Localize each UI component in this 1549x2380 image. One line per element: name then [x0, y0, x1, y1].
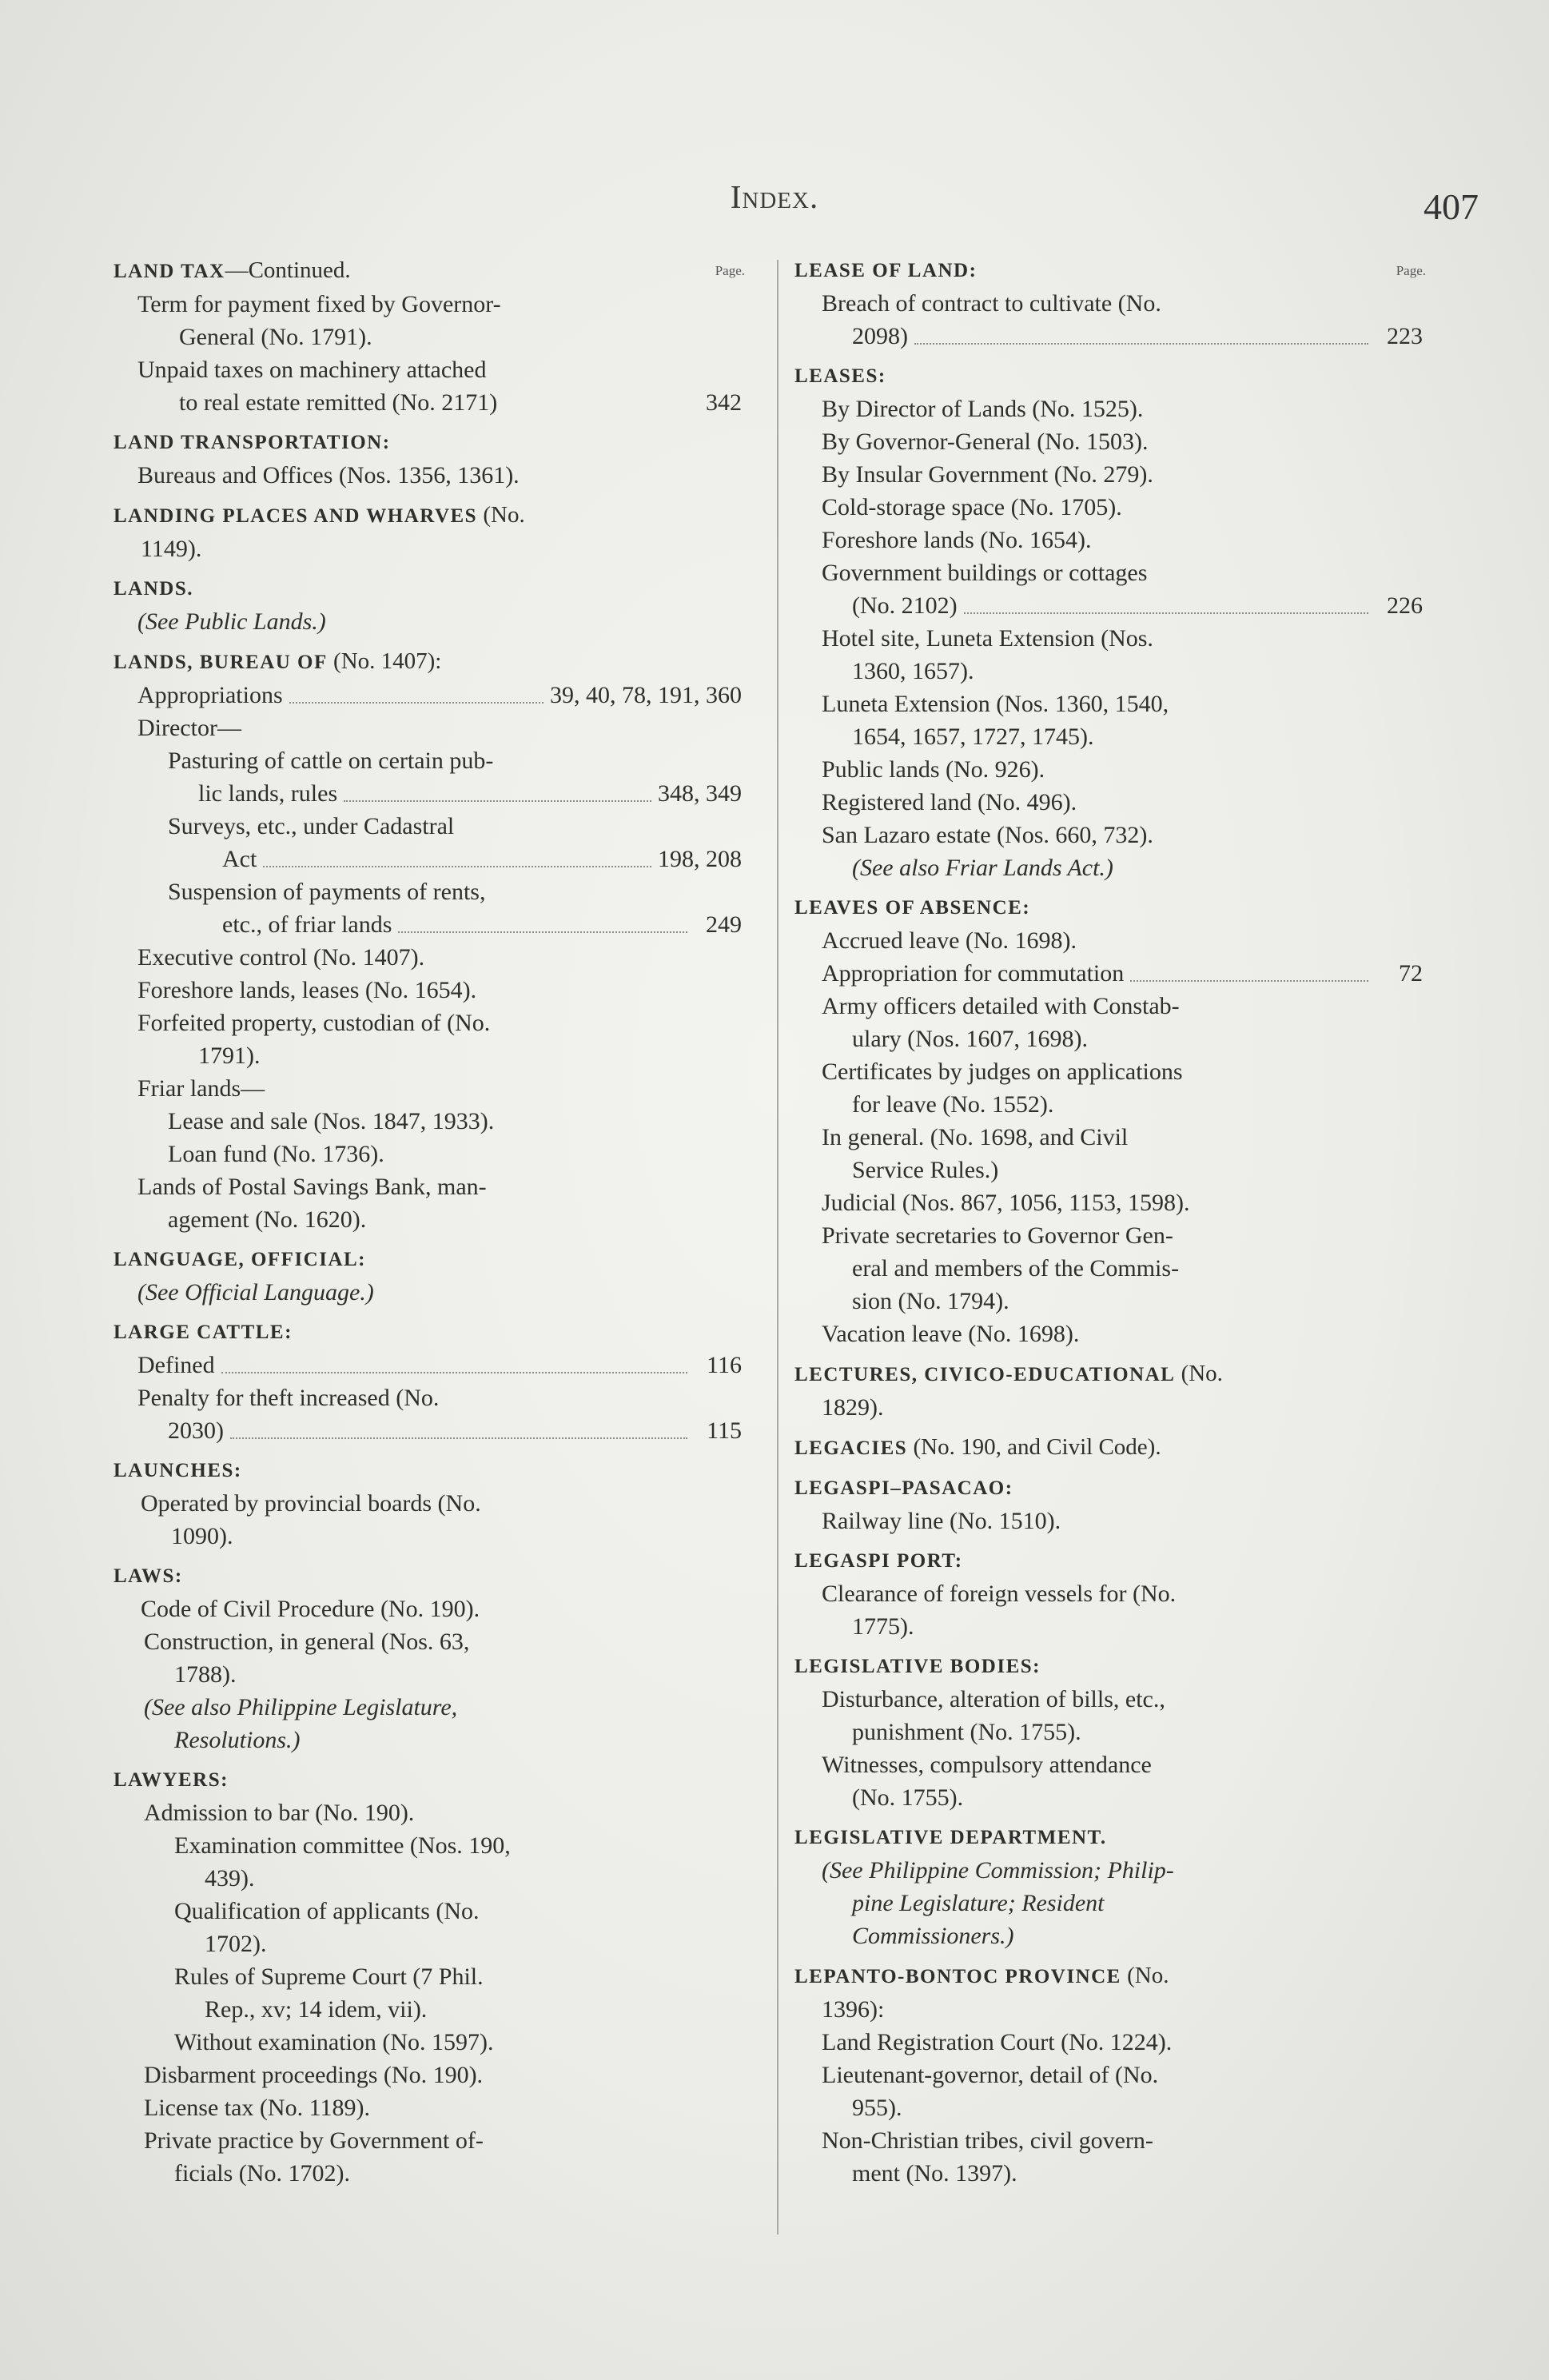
entry-heading: LEGASPI PORT: [794, 1550, 963, 1572]
entry-heading: LAND TAX [113, 261, 225, 282]
entry-legaspi-port [791, 1545, 1423, 1643]
subentry: Registered land (No. 496). [822, 789, 1077, 815]
subsubentry-continuation: Act 198, 208 [110, 843, 742, 875]
entry-heading: LEGACIES [794, 1437, 908, 1459]
subentry-continuation: agement (No. 1620). [168, 1206, 367, 1233]
entry-landing-places: LANDING PLACES AND WHARVES (No. 1149). [110, 499, 742, 565]
page-column-caption: Page. [1396, 263, 1426, 278]
right-column [791, 254, 1426, 2197]
subsubentry: Loan fund (No. 1736). [168, 1141, 384, 1167]
subentry-continuation: ulary (Nos. 1607, 1698). [852, 1026, 1088, 1052]
entry-leases [791, 360, 1423, 884]
subentry: By Insular Government (No. 279). [822, 461, 1153, 488]
entry-heading: LEGISLATIVE DEPARTMENT. [794, 1827, 1107, 1848]
entry-legislative-bodies [791, 1650, 1423, 1814]
subentry: Lands of Postal Savings Bank, man- [137, 1174, 487, 1200]
running-title: Index. [730, 178, 819, 215]
subentry: San Lazaro estate (Nos. 660, 732). [822, 822, 1153, 848]
subentry: Private secretaries to Governor Gen- [822, 1222, 1173, 1249]
page-reference: 342 [706, 389, 742, 416]
subsubentry: Suspension of payments of rents, [168, 879, 486, 905]
subentry: By Director of Lands (No. 1525). [822, 396, 1144, 422]
entry-launches [110, 1454, 742, 1553]
subentry-continuation: eral and members of the Commis- [852, 1255, 1180, 1282]
subentry-continuation: 1360, 1657). [852, 658, 974, 684]
subentry: Public lands (No. 926). [822, 756, 1045, 783]
entry-heading: LARGE CATTLE: [113, 1322, 293, 1343]
page-reference: 249 [706, 911, 742, 938]
left-column [110, 254, 745, 2197]
entry-heading: LAWS: [113, 1565, 183, 1587]
subentry: Unpaid taxes on machinery attached [137, 357, 487, 383]
cross-reference: (See also Philippine Legislature, [144, 1694, 458, 1720]
subentry-continuation: sion (No. 1794). [852, 1288, 1009, 1314]
entry-legislative-department [791, 1821, 1423, 1952]
subsubentry-continuation: 1702). [205, 1931, 267, 1957]
subentry-continuation: ment (No. 1397). [852, 2160, 1017, 2187]
subsubentry: Rules of Supreme Court (7 Phil. [174, 1963, 484, 1990]
subentry: Admission to bar (No. 190). [144, 1800, 415, 1826]
subentry-continuation: 1791). [198, 1042, 261, 1069]
subsubentry-continuation: Rep., xv; 14 idem, vii). [205, 1996, 428, 2023]
subentry: Defined 116 [110, 1349, 742, 1381]
page-reference: 72 [1399, 960, 1423, 987]
entry-lawyers [110, 1764, 742, 2190]
subentry: Government buildings or cottages [822, 560, 1148, 586]
entry-heading: LANDS, BUREAU OF [113, 652, 328, 673]
entry-heading: LANDING PLACES AND WHARVES [113, 505, 478, 527]
entry-lectures: LECTURES, CIVICO-EDUCATIONAL (No. 1829). [791, 1357, 1423, 1424]
subentry: Operated by provincial boards (No. [141, 1490, 481, 1517]
page-reference: 198, 208 [658, 846, 742, 872]
subsubentry-continuation: etc., of friar lands 249 [110, 908, 742, 941]
entry-lands [110, 572, 742, 638]
entry-lands-bureau: LANDS, BUREAU OF (No. 1407): Appropriations 39, 40, 78, 191, 360 Director— Pasturing of cattle on certain pub- lic lands, rules 348, 349 Surveys, etc., under Cadastral Act 198, 208 Suspension of payments of rents, etc., of friar lands 249 Executive control (No. 1407). Foreshore lands, leases (No. 1654). Forfeited property, custodian of (No. 1791). Friar lands— Lease and sale (Nos. 1847, 1933). Loan fund (No. 1736). Lands of Postal Savings Bank, man- agement (No. 1620). [110, 645, 742, 1236]
cross-reference-continuation: Commissioners.) [852, 1923, 1014, 1949]
subentry: Private practice by Government of- [144, 2127, 484, 2154]
subentry: Foreshore lands (No. 1654). [822, 527, 1092, 553]
subentry: Cold-storage space (No. 1705). [822, 494, 1122, 520]
cross-reference-continuation: pine Legislature; Resident [852, 1890, 1105, 1916]
subentry-continuation: to real estate remitted (No. 2171) 342 [110, 386, 742, 419]
subentry: Hotel site, Luneta Extension (Nos. [822, 625, 1153, 652]
subentry: Disturbance, alteration of bills, etc., [822, 1686, 1165, 1712]
subentry: Term for payment fixed by Governor- [137, 291, 501, 317]
subsubentry: Surveys, etc., under Cadastral [168, 813, 455, 839]
subentry: Forfeited property, custodian of (No. [137, 1010, 491, 1036]
subentry-continuation: ficials (No. 1702). [174, 2160, 350, 2187]
entry-land-transportation [110, 426, 742, 492]
cross-reference: (See Official Language.) [137, 1279, 374, 1306]
page-reference: 223 [1387, 323, 1423, 349]
entry-land-tax [110, 254, 742, 419]
cross-reference: (See also Friar Lands Act.) [852, 855, 1113, 881]
subentry-continuation: 1090). [171, 1523, 233, 1549]
subsubentry-continuation: 439). [205, 1865, 255, 1892]
subentry: Director— [137, 715, 241, 741]
subentry: Breach of contract to cultivate (No. [822, 290, 1161, 317]
entry-heading: LEASES: [794, 365, 886, 387]
subentry-continuation: 1788). [174, 1661, 237, 1688]
entry-heading-continuation: 1829). [822, 1394, 884, 1421]
subentry: By Governor-General (No. 1503). [822, 429, 1149, 455]
entry-language-official [110, 1243, 742, 1309]
page-reference: 226 [1387, 592, 1423, 619]
page-number: 407 [1424, 186, 1479, 227]
subentry-continuation: Service Rules.) [852, 1157, 999, 1183]
page-reference: 115 [707, 1417, 742, 1444]
entry-heading-continued: —Continued. [225, 257, 351, 283]
entry-heading: LEASE OF LAND: [794, 260, 978, 281]
entry-heading: LANGUAGE, OFFICIAL: [113, 1249, 367, 1270]
subentry: Judicial (Nos. 867, 1056, 1153, 1598). [822, 1190, 1190, 1216]
subentry-continuation: (No. 2102) 226 [791, 589, 1423, 622]
subentry-continuation: 955). [852, 2095, 902, 2121]
entry-heading-continuation: 1396): [822, 1996, 885, 2023]
entry-heading: LEGISLATIVE BODIES: [794, 1656, 1041, 1677]
subentry-continuation: 1654, 1657, 1727, 1745). [852, 724, 1094, 750]
subentry: Code of Civil Procedure (No. 190). [141, 1596, 480, 1622]
subentry: Appropriation for commutation 72 [791, 957, 1423, 990]
subentry: Accrued leave (No. 1698). [822, 927, 1077, 954]
column-divider [777, 260, 778, 2234]
subentry: Construction, in general (Nos. 63, [144, 1629, 470, 1655]
subentry: Railway line (No. 1510). [822, 1508, 1061, 1534]
entry-heading: LANDS. [113, 578, 193, 600]
entry-laws [110, 1560, 742, 1756]
subentry: Foreshore lands, leases (No. 1654). [137, 977, 477, 1003]
entry-leaves-of-absence [791, 891, 1423, 1350]
subentry: In general. (No. 1698, and Civil [822, 1124, 1129, 1150]
entry-heading: LEPANTO-BONTOC PROVINCE [794, 1966, 1121, 1987]
entry-lease-of-land [791, 254, 1423, 353]
cross-reference: (See Philippine Commission; Philip- [822, 1857, 1174, 1884]
entry-heading: LECTURES, CIVICO-EDUCATIONAL [794, 1364, 1176, 1385]
entry-heading: LAND TRANSPORTATION: [113, 432, 391, 453]
subentry: Executive control (No. 1407). [137, 944, 425, 971]
subsubentry: Lease and sale (Nos. 1847, 1933). [168, 1108, 495, 1134]
subentry-continuation: 2098) 223 [791, 320, 1423, 353]
subentry-continuation: General (No. 1791). [179, 324, 372, 350]
subentry: Certificates by judges on applications [822, 1058, 1183, 1085]
subentry: Appropriations 39, 40, 78, 191, 360 [110, 679, 742, 712]
page-reference: 39, 40, 78, 191, 360 [550, 682, 742, 708]
cross-reference: (See Public Lands.) [137, 608, 326, 635]
page-reference: 116 [707, 1352, 742, 1378]
subentry-continuation: for leave (No. 1552). [852, 1091, 1054, 1118]
entry-heading: LAUNCHES: [113, 1460, 242, 1481]
subentry: Non-Christian tribes, civil govern- [822, 2127, 1153, 2154]
entry-heading-continuation: 1149). [141, 536, 202, 562]
subentry-continuation: (No. 1755). [852, 1784, 964, 1811]
subsubentry: Pasturing of cattle on certain pub- [168, 747, 494, 774]
entry-legacies: LEGACIES (No. 190, and Civil Code). [794, 1434, 1161, 1460]
entry-lepanto-bontoc: LEPANTO-BONTOC PROVINCE (No. 1396): Land Registration Court (No. 1224). Lieutenant-governor, detail of (No. 955). Non-Christian tribes, civil govern- ment (No. 1397). [791, 1959, 1423, 2190]
subentry-continuation: 1775). [852, 1613, 914, 1640]
subentry: Penalty for theft increased (No. [137, 1385, 440, 1411]
subsubentry-continuation: lic lands, rules 348, 349 [110, 777, 742, 810]
entry-heading: LEAVES OF ABSENCE: [794, 897, 1031, 919]
subsubentry: Without examination (No. 1597). [174, 2029, 494, 2055]
entry-heading: LEGASPI–PASACAO: [794, 1477, 1013, 1499]
subentry: Bureaus and Offices (Nos. 1356, 1361). [137, 462, 520, 488]
cross-reference-continuation: Resolutions.) [174, 1727, 301, 1753]
subentry: Vacation leave (No. 1698). [822, 1321, 1080, 1347]
subentry-continuation: 2030) 115 [110, 1414, 742, 1447]
subentry: Lieutenant-governor, detail of (No. [822, 2062, 1159, 2088]
subentry: Clearance of foreign vessels for (No. [822, 1581, 1177, 1607]
subentry: Army officers detailed with Constab- [822, 993, 1180, 1019]
page-column-caption: Page. [715, 263, 745, 278]
subsubentry: Qualification of applicants (No. [174, 1898, 480, 1924]
entry-heading: LAWYERS: [113, 1769, 229, 1791]
subentry: Friar lands— [137, 1075, 265, 1102]
subsubentry: Examination committee (Nos. 190, [174, 1832, 511, 1859]
subentry: Land Registration Court (No. 1224). [822, 2029, 1173, 2055]
subentry: License tax (No. 1189). [144, 2095, 370, 2121]
entry-large-cattle [110, 1316, 742, 1447]
page-reference: 348, 349 [658, 780, 742, 807]
subentry: Witnesses, compulsory attendance [822, 1752, 1152, 1778]
subentry: Disbarment proceedings (No. 190). [144, 2062, 484, 2088]
entry-legaspi-pasacao [791, 1472, 1423, 1537]
subentry-continuation: punishment (No. 1755). [852, 1719, 1081, 1745]
subentry: Luneta Extension (Nos. 1360, 1540, [822, 691, 1169, 717]
